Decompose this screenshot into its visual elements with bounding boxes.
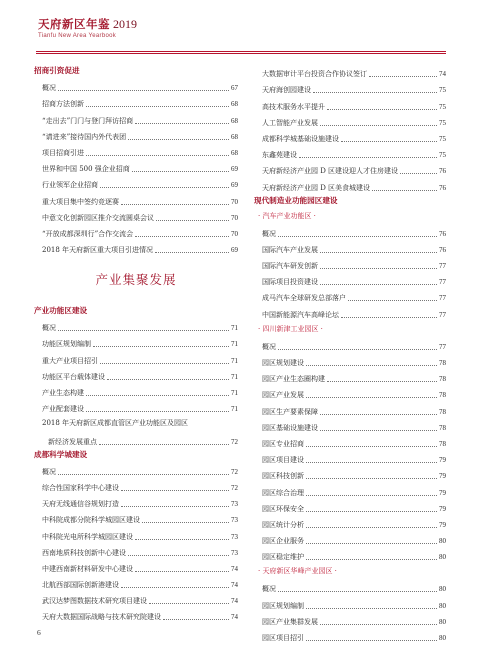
toc-entry-label: 招商方法创新 xyxy=(42,100,84,109)
toc-entry-label: 中科院光电所科学城园区建设 xyxy=(42,532,133,541)
leader-dots xyxy=(313,92,437,93)
toc-entry-page: 76 xyxy=(439,183,446,192)
toc-entry-label: “开放成都深圳行”合作交流会 xyxy=(42,229,134,238)
leader-dots xyxy=(121,587,229,588)
right-top-entries xyxy=(254,64,446,194)
toc-entry xyxy=(254,64,446,80)
toc-entry-page: 75 xyxy=(439,102,446,111)
leader-dots xyxy=(86,155,229,156)
toc-entry-label: 园区规划编制 xyxy=(262,601,304,610)
toc-entry xyxy=(34,526,238,542)
toc-entry-label: 西南地质科技创新中心建设 xyxy=(42,548,126,557)
leader-dots xyxy=(327,109,437,110)
leader-dots xyxy=(306,365,437,366)
leader-dots xyxy=(306,446,437,447)
right-column xyxy=(254,64,446,644)
toc-entry-page: 78 xyxy=(439,359,446,367)
toc-entry-page: 76 xyxy=(439,229,446,238)
subsection-heading: · 天府新区华峰产业园区 · xyxy=(258,567,337,576)
toc-entry-page: 69 xyxy=(231,246,238,255)
toc-entry-page: 78 xyxy=(439,439,446,448)
toc-entry-label: 天府无线通信谷规划打造 xyxy=(42,500,119,509)
toc-entry-label: 中建西南新材料研发中心建设 xyxy=(42,564,133,573)
leader-dots xyxy=(128,555,229,556)
header-rule xyxy=(36,51,446,52)
header-year: 2019 xyxy=(113,17,137,31)
toc-entry-label: 国际汽车研发创新 xyxy=(262,262,318,271)
leader-dots xyxy=(121,204,229,205)
toc-entry-page: 71 xyxy=(231,340,238,349)
toc-entry-page: 80 xyxy=(439,601,446,610)
toc-entry-page: 70 xyxy=(231,213,238,222)
toc-entry-page: 73 xyxy=(231,548,238,557)
toc-entry-page: 74 xyxy=(231,613,238,622)
toc-entry-label: “请进来”接待国内外代表团 xyxy=(42,132,127,141)
header-rule-thin xyxy=(36,53,446,54)
toc-entry-page: 70 xyxy=(231,229,238,238)
manufacturing-groups xyxy=(254,208,446,645)
toc-entry xyxy=(254,177,446,193)
section-entries-investment xyxy=(34,78,238,256)
toc-entry-page: 79 xyxy=(439,488,446,497)
toc-entry-label: 综合性国家科学中心建设 xyxy=(42,483,119,492)
toc-entry xyxy=(254,499,446,515)
leader-dots xyxy=(142,522,229,523)
toc-entry xyxy=(34,78,238,94)
toc-entry xyxy=(34,559,238,575)
toc-entry xyxy=(254,113,446,129)
toc-entry-label: 园区环保安全 xyxy=(262,504,304,513)
leader-dots xyxy=(135,571,229,572)
leader-dots xyxy=(341,317,437,318)
toc-entry-label: 园区专业招商 xyxy=(262,439,304,448)
subsection-heading: · 汽车产业功能区 · xyxy=(258,211,316,220)
leader-dots xyxy=(327,381,437,382)
toc-entry xyxy=(34,350,238,366)
toc-entry-label: 园区项目建设 xyxy=(262,456,304,465)
leader-dots xyxy=(278,349,437,350)
toc-entry xyxy=(254,515,446,531)
leader-dots xyxy=(320,268,437,269)
leader-dots xyxy=(320,430,437,431)
leader-dots xyxy=(121,490,229,491)
leader-dots xyxy=(100,187,229,188)
section-entries-industry-zone xyxy=(34,318,238,415)
toc-entry-page: 77 xyxy=(439,310,446,319)
toc-entry-page: 75 xyxy=(439,86,446,95)
toc-entry-page: 78 xyxy=(439,423,446,432)
toc-entry-page: 74 xyxy=(439,70,446,79)
toc-entry-page: 71 xyxy=(231,372,238,381)
toc-entry-label: 重大项目集中签约竞逐赛 xyxy=(42,197,119,206)
leader-dots xyxy=(306,478,437,479)
toc-entry-page: 70 xyxy=(231,197,238,206)
toc-entry xyxy=(254,240,446,256)
leader-dots xyxy=(100,363,229,364)
toc-entry-label: 产业配套建设 xyxy=(42,405,84,414)
leader-dots xyxy=(58,90,229,91)
leader-dots xyxy=(369,76,437,77)
toc-entry xyxy=(254,595,446,611)
toc-entry xyxy=(254,304,446,320)
toc-entry xyxy=(34,367,238,383)
toc-entry xyxy=(254,129,446,145)
toc-entry-page: 80 xyxy=(439,553,446,562)
toc-entry xyxy=(254,579,446,595)
toc-entry-page: 68 xyxy=(231,132,238,141)
toc-entry-label: 概况 xyxy=(262,342,276,351)
leader-dots xyxy=(135,236,229,237)
toc-entry xyxy=(254,547,446,563)
toc-entry-label: 天府新经济产业园 D 区建设迎人才住房建设 xyxy=(262,167,399,176)
toc-entry xyxy=(254,418,446,434)
toc-entry-label: 新经济发展重点 xyxy=(48,437,97,446)
toc-entry xyxy=(254,337,446,353)
leader-dots xyxy=(320,252,437,253)
leader-dots xyxy=(320,284,437,285)
toc-entry-label: 天府新经济产业园 D 区美食城建设 xyxy=(262,183,371,192)
leader-dots xyxy=(306,397,437,398)
toc-entry-label: 成都科学城基础设施建设 xyxy=(262,134,339,143)
toc-entry xyxy=(254,369,446,385)
leader-dots xyxy=(86,395,229,396)
subsection-heading: · 四川新津工业园区 · xyxy=(258,324,323,333)
toc-entry xyxy=(34,110,238,126)
toc-entry-page: 68 xyxy=(231,100,238,109)
section-title-industry-zone: 产业功能区建设 xyxy=(34,306,88,316)
toc-entry xyxy=(254,385,446,401)
toc-entry xyxy=(34,543,238,559)
leader-dots xyxy=(372,190,437,191)
leader-dots xyxy=(156,220,229,221)
toc-entry-label: 人工智能产业发展 xyxy=(262,118,318,127)
toc-entry-label: 中意文化创新园区推介交流圆桌会议 xyxy=(42,213,154,222)
toc-entry-label: 园区企业服务 xyxy=(262,537,304,546)
toc-entry-label: 园区产业集群发展 xyxy=(262,617,318,626)
toc-entry-page: 75 xyxy=(439,134,446,143)
leader-dots xyxy=(348,300,437,301)
toc-entry xyxy=(254,466,446,482)
toc-entry xyxy=(34,607,238,623)
toc-entry xyxy=(254,612,446,628)
toc-entry xyxy=(34,575,238,591)
toc-entry-label: 2018 年天府新区重大项目引进情况 xyxy=(42,246,154,255)
leader-dots xyxy=(306,640,437,641)
toc-entry-page: 73 xyxy=(231,532,238,541)
toc-entry-label: 功能区平台载体建设 xyxy=(42,372,105,381)
toc-entry xyxy=(34,240,238,256)
toc-entry xyxy=(34,224,238,240)
leader-dots xyxy=(86,106,229,107)
leader-dots xyxy=(306,608,437,609)
toc-entry-page: 74 xyxy=(231,597,238,606)
leader-dots xyxy=(306,495,437,496)
toc-entry xyxy=(34,159,238,175)
toc-entry-page: 71 xyxy=(231,324,238,333)
section-entries-science-city xyxy=(34,462,238,624)
toc-entry-label: 国际项目投资建设 xyxy=(262,278,318,287)
toc-entry-page: 71 xyxy=(231,389,238,397)
page-number: 6 xyxy=(37,628,41,637)
toc-entry-page: 80 xyxy=(439,617,446,626)
toc-entry-page: 77 xyxy=(439,342,446,351)
toc-entry-label: 大数据审计平台投资合作协议签订 xyxy=(262,70,367,79)
toc-entry xyxy=(254,288,446,304)
toc-entry-page: 73 xyxy=(231,516,238,525)
toc-entry-page: 76 xyxy=(439,167,446,176)
leader-dots xyxy=(135,539,229,540)
toc-entry-label: 园区科技创新 xyxy=(262,472,304,481)
toc-entry-label: 概况 xyxy=(42,84,56,93)
toc-entry-label: 天府海创园建设 xyxy=(262,86,311,95)
toc-entry-page: 77 xyxy=(439,278,446,287)
leader-dots xyxy=(320,414,437,415)
toc-entry-label: 功能区规划编制 xyxy=(42,340,91,349)
header-title: 天府新区年鉴 xyxy=(38,17,110,31)
toc-entry xyxy=(254,272,446,288)
leader-dots xyxy=(278,236,437,237)
section-title-manufacturing: 现代制造业功能园区建设 xyxy=(254,195,338,205)
toc-entry xyxy=(34,510,238,526)
toc-entry xyxy=(254,353,446,369)
leader-dots xyxy=(58,474,229,475)
toc-entry-page: 80 xyxy=(439,537,446,546)
toc-entry xyxy=(254,434,446,450)
toc-entry-label: 园区稳定维护 xyxy=(262,553,304,562)
toc-entry-page: 71 xyxy=(231,405,238,414)
toc-entry-label: 成马汽车全球研发总部落户 xyxy=(262,294,346,303)
leader-dots xyxy=(155,252,229,253)
toc-entry-label: 园区项目招引 xyxy=(262,634,304,642)
leader-dots xyxy=(306,543,437,544)
toc-entry-label: 中科院成都分院科学城园区建设 xyxy=(42,516,140,525)
toc-entry xyxy=(34,478,238,494)
toc-entry-page: 75 xyxy=(439,151,446,160)
leader-dots xyxy=(306,462,437,463)
toc-entry-label: 园区综合治理 xyxy=(262,488,304,497)
toc-entry-label: 概况 xyxy=(262,229,276,238)
toc-entry-page: 68 xyxy=(231,116,238,125)
toc-entry-page: 80 xyxy=(439,585,446,594)
toc-entry-label: 园区生产要素保障 xyxy=(262,407,318,416)
toc-entry-page: 79 xyxy=(439,472,446,481)
toc-entry-label: 项目招商引进 xyxy=(42,148,84,157)
leader-dots xyxy=(163,619,229,620)
part-title: 产业集聚发展 xyxy=(95,272,177,288)
toc-entry-page: 67 xyxy=(231,84,238,93)
toc-entry-page: 78 xyxy=(439,375,446,384)
leader-dots xyxy=(149,603,229,604)
toc-entry xyxy=(254,482,446,498)
toc-entry-page: 72 xyxy=(231,483,238,492)
toc-entry xyxy=(34,143,238,159)
toc-entry-page: 69 xyxy=(231,165,238,174)
toc-entry-label: 中国新能源汽车高峰论坛 xyxy=(262,310,339,319)
toc-entry-label: 产业生态构建 xyxy=(42,389,84,397)
toc-entry-page: 78 xyxy=(439,391,446,400)
toc-entry-label: 天府大数据国际战略与技术研究院建设 xyxy=(42,613,161,622)
toc-entry xyxy=(254,96,446,112)
leader-dots xyxy=(320,624,437,625)
toc-entry xyxy=(34,318,238,334)
leader-dots xyxy=(306,527,437,528)
section-title-investment: 招商引资促进 xyxy=(34,66,80,75)
toc-entry xyxy=(254,256,446,272)
leader-dots xyxy=(86,411,229,412)
toc-entry-label: 概况 xyxy=(42,467,56,476)
toc-entry-page: 79 xyxy=(439,520,446,529)
toc-entry xyxy=(34,334,238,350)
leader-dots xyxy=(93,346,229,347)
toc-entry-page: 75 xyxy=(439,118,446,127)
toc-entry-page: 80 xyxy=(439,634,446,642)
leader-dots xyxy=(306,511,437,512)
toc-entry xyxy=(254,401,446,417)
leader-dots xyxy=(135,123,229,124)
leader-dots xyxy=(121,506,229,507)
toc-entry xyxy=(254,531,446,547)
toc-entry xyxy=(34,462,238,478)
toc-entry xyxy=(34,191,238,207)
toc-entry xyxy=(254,224,446,240)
toc-entry xyxy=(254,628,446,644)
toc-entry-label: 东鑫苑建设 xyxy=(262,151,297,160)
toc-entry xyxy=(34,383,238,399)
leader-dots xyxy=(320,125,437,126)
toc-entry-label: 北航西部国际创新港建设 xyxy=(42,581,119,590)
toc-entry-multiline: 2018 年天府新区成都直管区产业功能区及园区 xyxy=(42,419,189,428)
toc-entry-page: 76 xyxy=(439,245,446,254)
toc-entry-label: 园区基础设施建设 xyxy=(262,423,318,432)
toc-entry-page: 72 xyxy=(231,437,238,446)
toc-entry-label: 行业领军企业招商 xyxy=(42,181,98,190)
toc-entry-label: 世界和中国 500 强企业招商 xyxy=(42,165,130,174)
toc-entry-label: 园区产业发展 xyxy=(262,391,304,400)
leader-dots xyxy=(400,173,437,174)
leader-dots xyxy=(299,157,437,158)
toc-entry xyxy=(254,161,446,177)
toc-entry-label: 国际汽车产业发展 xyxy=(262,245,318,254)
toc-entry-label: 园区统计分析 xyxy=(262,520,304,529)
toc-entry xyxy=(254,450,446,466)
leader-dots xyxy=(128,139,229,140)
leader-dots xyxy=(341,141,437,142)
toc-entry-page: 73 xyxy=(231,500,238,509)
leader-dots xyxy=(58,330,229,331)
toc-entry-label: 概况 xyxy=(262,585,276,594)
toc-entry xyxy=(34,399,238,415)
toc-entry-page: 71 xyxy=(231,356,238,365)
toc-entry-page: 77 xyxy=(439,262,446,271)
toc-entry xyxy=(254,145,446,161)
toc-entry-page: 78 xyxy=(439,407,446,416)
yearbook-header xyxy=(38,13,137,39)
left-column xyxy=(34,64,238,623)
toc-entry-page: 77 xyxy=(439,294,446,303)
toc-entry xyxy=(34,94,238,110)
toc-entry xyxy=(254,80,446,96)
toc-entry-page: 79 xyxy=(439,456,446,465)
toc-entry-label: 重大产业项目招引 xyxy=(42,356,98,365)
toc-entry-page: 74 xyxy=(231,564,238,573)
toc-entry-label: 武汉达梦图数据技术研究项目建设 xyxy=(42,597,147,606)
leader-dots xyxy=(306,559,437,560)
leader-dots xyxy=(107,379,229,380)
toc-entry-label: 园区产业生态圈构建 xyxy=(262,375,325,384)
toc-entry-label: 概况 xyxy=(42,324,56,333)
toc-entry xyxy=(34,591,238,607)
toc-entry-page: 74 xyxy=(231,581,238,590)
toc-entry-label: “走出去”门门与登门拜访招商 xyxy=(42,116,134,125)
toc-entry xyxy=(34,175,238,191)
toc-entry xyxy=(34,431,238,447)
header-subtitle: Tianfu New Area Yearbook xyxy=(38,33,117,39)
toc-entry-page: 68 xyxy=(231,148,238,157)
toc-entry xyxy=(34,127,238,143)
toc-entry-label: 园区规划建设 xyxy=(262,359,304,367)
toc-entry-page: 69 xyxy=(231,181,238,190)
section-title-science-city: 成都科学城建设 xyxy=(34,449,88,459)
leader-dots xyxy=(99,444,229,445)
toc-entry-page: 72 xyxy=(231,467,238,476)
leader-dots xyxy=(278,591,437,592)
leader-dots xyxy=(132,171,229,172)
toc-entry xyxy=(34,208,238,224)
toc-entry xyxy=(34,494,238,510)
toc-entry-label: 高技术服务水平提升 xyxy=(262,102,325,111)
toc-entry-page: 79 xyxy=(439,504,446,513)
